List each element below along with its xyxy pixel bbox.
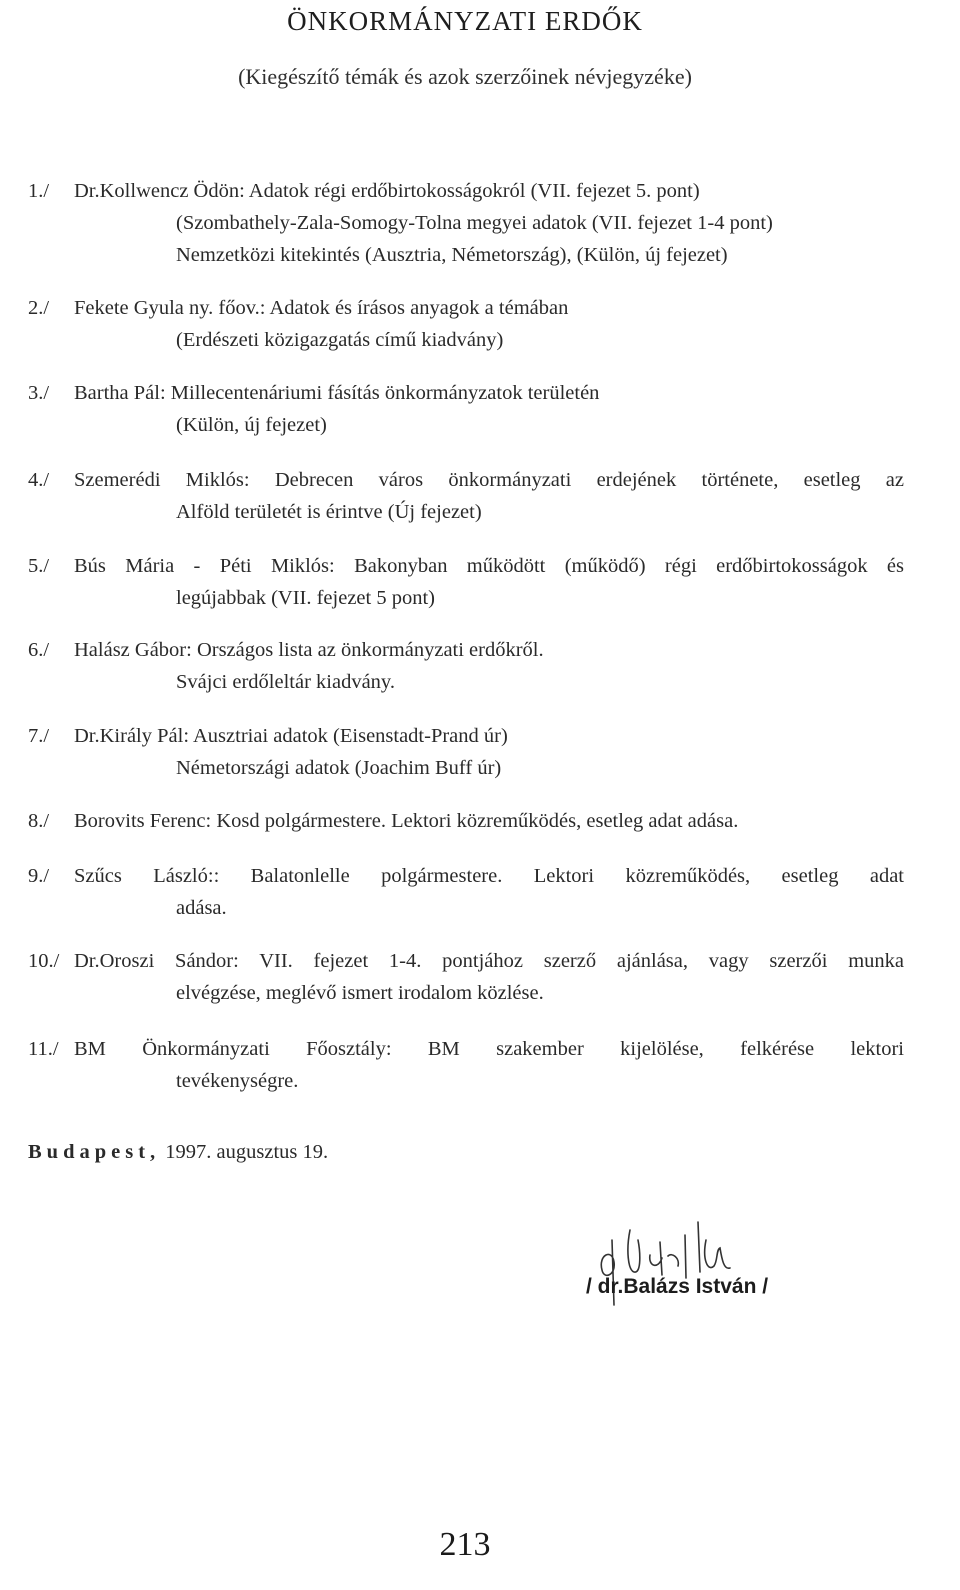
list-item xyxy=(0,720,960,790)
list-item xyxy=(0,805,960,841)
item-line: tevékenységre. xyxy=(176,1070,299,1092)
list-item xyxy=(0,860,960,930)
list-item xyxy=(0,464,960,534)
item-line: Halász Gábor: Országos lista az önkormányzati erdőkről. xyxy=(74,639,544,661)
item-line: adása. xyxy=(176,897,227,919)
list-item xyxy=(0,945,960,1015)
item-number: 9./ xyxy=(28,865,50,887)
item-line: (Szombathely-Zala-Somogy-Tolna megyei adatok (VII. fejezet 1-4 pont) xyxy=(176,212,773,234)
list-item xyxy=(0,1033,960,1103)
item-line: Dr.Kollwencz Ödön: Adatok régi erdőbirtokosságokról (VII. fejezet 5. pont) xyxy=(74,180,700,202)
item-number: 7./ xyxy=(28,725,50,747)
item-line: (Erdészeti közigazgatás című kiadvány) xyxy=(176,329,504,351)
item-line: Bús Mária - Péti Miklós: Bakonyban működött (működő) régi erdőbirtokosságok és xyxy=(74,555,904,577)
item-line: Fekete Gyula ny. főov.: Adatok és írásos anyagok a témában xyxy=(74,297,569,319)
item-line: Svájci erdőleltár kiadvány. xyxy=(176,671,395,693)
list-item xyxy=(0,175,960,275)
item-line: (Külön, új fejezet) xyxy=(176,414,327,436)
document-subtitle: (Kiegészítő témák és azok szerzőinek névjegyzéke) xyxy=(238,64,692,89)
place-and-date xyxy=(28,1141,328,1164)
item-number: 11./ xyxy=(28,1038,59,1060)
item-line: Nemzetközi kitekintés (Ausztria, Németország), (Külön, új fejezet) xyxy=(176,244,728,266)
item-line: Szűcs László:: Balatonlelle polgármestere. Lektori közreműködés, esetleg adat xyxy=(74,865,904,887)
item-number: 3./ xyxy=(28,382,50,404)
signatory-name: / dr.Balázs István / xyxy=(586,1275,769,1298)
document-title: ÖNKORMÁNYZATI ERDŐK xyxy=(287,6,643,36)
item-line: elvégzése, meglévő ismert irodalom közlése. xyxy=(176,982,544,1004)
item-line: Borovits Ferenc: Kosd polgármestere. Lektori közreműködés, esetleg adat adása. xyxy=(74,810,739,832)
list-item xyxy=(0,634,960,704)
item-line: legújabbak (VII. fejezet 5 pont) xyxy=(176,587,435,609)
item-number: 4./ xyxy=(28,469,50,491)
city-name: Budapest, xyxy=(28,1141,161,1163)
item-number: 5./ xyxy=(28,555,50,577)
item-line: Szemerédi Miklós: Debrecen város önkormányzati erdejének története, esetleg az xyxy=(74,469,904,491)
item-line: Dr.Oroszi Sándor: VII. fejezet 1-4. pontjához szerző ajánlása, vagy szerzői munka xyxy=(74,950,904,972)
item-number: 1./ xyxy=(28,180,50,202)
date-text: 1997. augusztus 19. xyxy=(165,1141,329,1163)
item-number: 6./ xyxy=(28,639,50,661)
item-line: Bartha Pál: Millecentenáriumi fásítás önkormányzatok területén xyxy=(74,382,600,404)
item-number: 8./ xyxy=(28,810,50,832)
item-line: Dr.Király Pál: Ausztriai adatok (Eisenstadt-Prand úr) xyxy=(74,725,508,747)
item-number: 10./ xyxy=(28,950,60,972)
item-line: Alföld területét is érintve (Új fejezet) xyxy=(176,501,482,523)
item-line: Németországi adatok (Joachim Buff úr) xyxy=(176,757,502,779)
page-number: 213 xyxy=(439,1526,491,1563)
list-item xyxy=(0,377,960,447)
item-number: 2./ xyxy=(28,297,50,319)
list-item xyxy=(0,550,960,620)
item-line: BM Önkormányzati Főosztály: BM szakember kijelölése, felkérése lektori xyxy=(74,1038,904,1060)
list-item xyxy=(0,292,960,362)
